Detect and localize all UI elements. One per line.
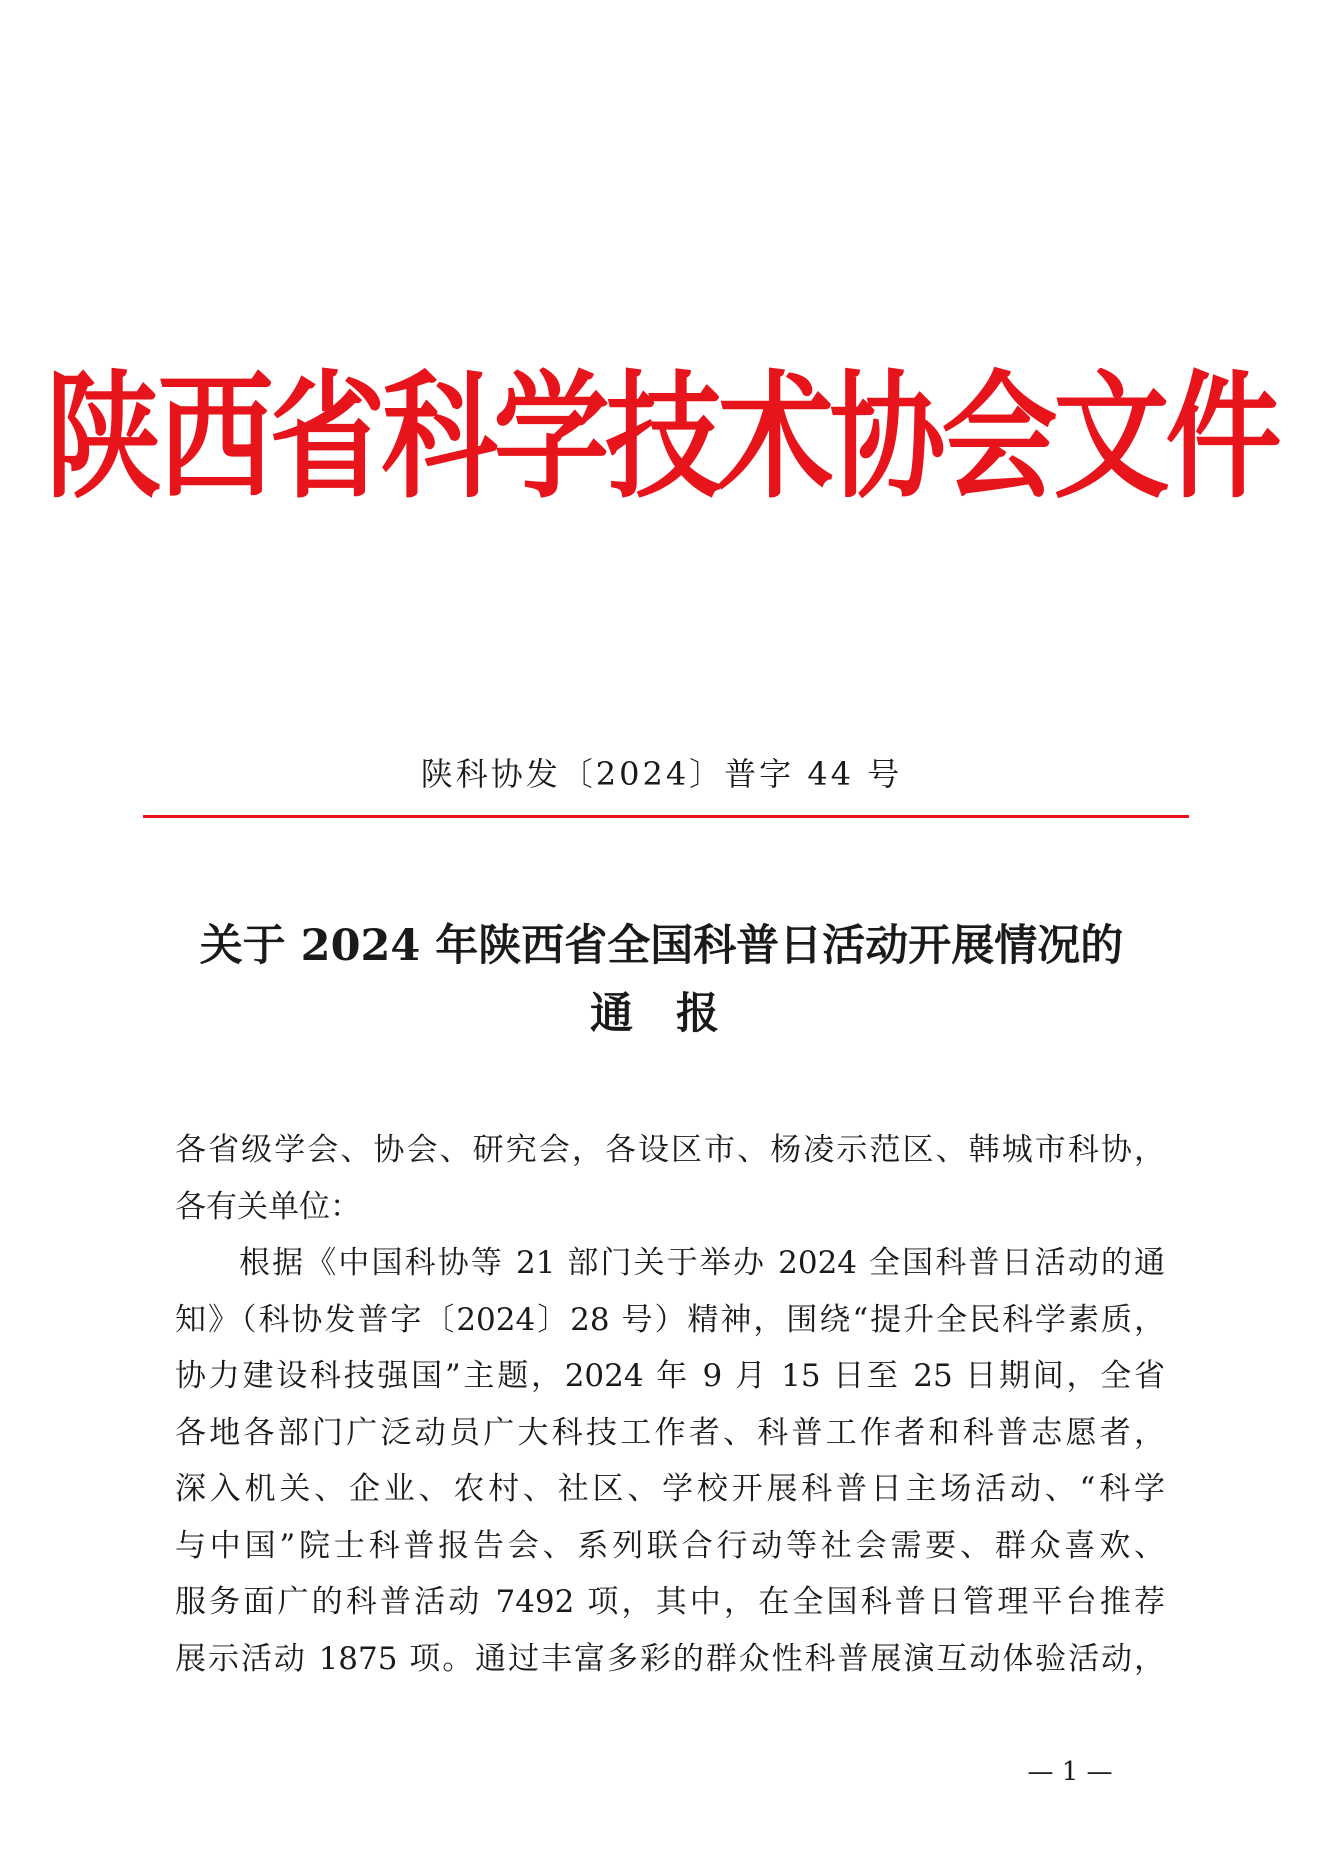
paragraph-line: 根据《中国科协等 21 部门关于举办 2024 全国科普日活动的通 <box>239 1245 1165 1281</box>
paragraph-line: 展示活动 1875 项。通过丰富多彩的群众性科普展演互动体验活动， <box>175 1640 1165 1677</box>
paragraph-line: 知》（科协发普字〔2024〕28 号）精神，围绕“提升全民科学素质， <box>175 1301 1165 1338</box>
salutation-line: 各省级学会、协会、研究会，各设区市、杨凌示范区、韩城市科协， <box>175 1132 1165 1168</box>
paragraph-line: 各地各部门广泛动员广大科技工作者、科普工作者和科普志愿者， <box>175 1414 1165 1451</box>
salutation-line: 各有关单位： <box>175 1188 361 1225</box>
paragraph-line: 服务面广的科普活动 7492 项，其中，在全国科普日管理平台推荐 <box>175 1584 1165 1620</box>
paragraph-line: 深入机关、企业、农村、社区、学校开展科普日主场活动、“科学 <box>175 1471 1165 1507</box>
document-title-line-1: 关于 2024 年陕西省全国科普日活动开展情况的 <box>199 921 1124 971</box>
document-header-title: 陕西省科学技术协会文件 <box>45 358 1278 518</box>
paragraph-line: 协力建设科技强国”主题，2024 年 9 月 15 日至 25 日期间，全省 <box>175 1358 1165 1394</box>
document-title-line-2: 通 报 <box>590 989 733 1039</box>
page-number: — 1 — <box>1027 1757 1113 1787</box>
red-divider-line <box>143 815 1189 818</box>
paragraph-line: 与中国”院士科普报告会、系列联合行动等社会需要、群众喜欢、 <box>175 1527 1165 1564</box>
document-number: 陕科协发〔2024〕普字 44 号 <box>420 755 903 793</box>
document-body <box>175 1122 1165 1687</box>
